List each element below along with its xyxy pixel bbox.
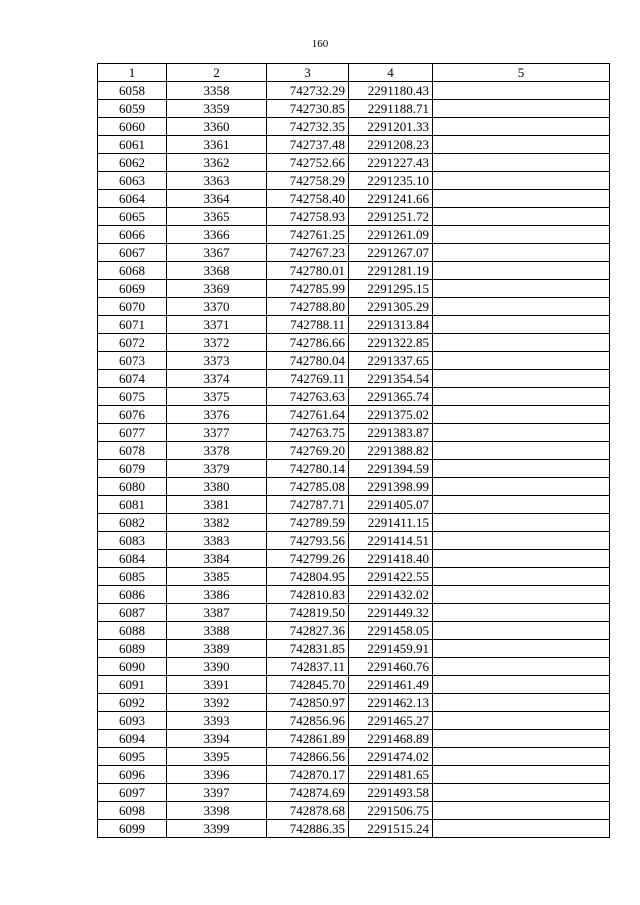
table-cell: 6095 xyxy=(98,748,167,766)
table-cell: 2291208.23 xyxy=(349,136,433,154)
table-row xyxy=(98,532,610,550)
table-cell xyxy=(433,802,610,820)
table-row xyxy=(98,370,610,388)
table-cell: 6066 xyxy=(98,226,167,244)
table-cell: 742861.89 xyxy=(267,730,349,748)
table-row xyxy=(98,748,610,766)
table-cell: 3389 xyxy=(167,640,267,658)
table-cell: 2291235.10 xyxy=(349,172,433,190)
table-cell: 2291405.07 xyxy=(349,496,433,514)
table-row xyxy=(98,172,610,190)
table-cell: 6059 xyxy=(98,100,167,118)
table-cell xyxy=(433,226,610,244)
table-cell: 3394 xyxy=(167,730,267,748)
table-cell: 2291515.24 xyxy=(349,820,433,838)
table-cell xyxy=(433,658,610,676)
table-cell xyxy=(433,316,610,334)
table-row xyxy=(98,514,610,532)
table-cell: 2291432.02 xyxy=(349,586,433,604)
table-cell: 3387 xyxy=(167,604,267,622)
table-cell: 2291388.82 xyxy=(349,442,433,460)
table-cell: 742758.29 xyxy=(267,172,349,190)
table-cell: 2291459.91 xyxy=(349,640,433,658)
table-cell: 6092 xyxy=(98,694,167,712)
table-cell xyxy=(433,640,610,658)
table-cell: 3369 xyxy=(167,280,267,298)
table-cell xyxy=(433,712,610,730)
table-cell xyxy=(433,244,610,262)
table-cell xyxy=(433,262,610,280)
table-cell: 742763.75 xyxy=(267,424,349,442)
table-cell: 6074 xyxy=(98,370,167,388)
table-row xyxy=(98,136,610,154)
table-cell: 742787.71 xyxy=(267,496,349,514)
table-row xyxy=(98,208,610,226)
table-cell: 742810.83 xyxy=(267,586,349,604)
table-row xyxy=(98,568,610,586)
table-cell: 2291474.02 xyxy=(349,748,433,766)
table-cell xyxy=(433,154,610,172)
table-cell: 742780.04 xyxy=(267,352,349,370)
table-cell: 3376 xyxy=(167,406,267,424)
table-cell: 3395 xyxy=(167,748,267,766)
table-cell: 2291295.15 xyxy=(349,280,433,298)
table-cell: 3388 xyxy=(167,622,267,640)
table-cell: 2291261.09 xyxy=(349,226,433,244)
table-cell: 3385 xyxy=(167,568,267,586)
table-cell: 742758.40 xyxy=(267,190,349,208)
column-header: 1 xyxy=(98,64,167,82)
table-row xyxy=(98,586,610,604)
table-row xyxy=(98,622,610,640)
table-row xyxy=(98,550,610,568)
table-cell: 6078 xyxy=(98,442,167,460)
table-cell: 742761.64 xyxy=(267,406,349,424)
table-cell: 6072 xyxy=(98,334,167,352)
table-cell: 2291281.19 xyxy=(349,262,433,280)
table-cell: 742752.66 xyxy=(267,154,349,172)
table-row xyxy=(98,388,610,406)
table-cell: 742870.17 xyxy=(267,766,349,784)
table-cell: 3374 xyxy=(167,370,267,388)
table-cell: 6079 xyxy=(98,460,167,478)
table-cell: 742769.11 xyxy=(267,370,349,388)
table-cell: 6085 xyxy=(98,568,167,586)
table-cell: 3372 xyxy=(167,334,267,352)
table-cell: 742780.01 xyxy=(267,262,349,280)
table-cell: 2291375.02 xyxy=(349,406,433,424)
table-cell: 3360 xyxy=(167,118,267,136)
table-cell: 2291383.87 xyxy=(349,424,433,442)
table-cell: 2291337.65 xyxy=(349,352,433,370)
table-cell: 3383 xyxy=(167,532,267,550)
table-cell xyxy=(433,478,610,496)
table-cell: 3377 xyxy=(167,424,267,442)
table-cell: 2291462.13 xyxy=(349,694,433,712)
table-cell: 3397 xyxy=(167,784,267,802)
column-header: 5 xyxy=(433,64,610,82)
table-cell xyxy=(433,388,610,406)
table-body xyxy=(98,82,610,838)
table-cell xyxy=(433,370,610,388)
table-row xyxy=(98,442,610,460)
table-row xyxy=(98,802,610,820)
table-row xyxy=(98,694,610,712)
table-cell xyxy=(433,406,610,424)
table-row xyxy=(98,820,610,838)
table-cell xyxy=(433,208,610,226)
table-cell xyxy=(433,730,610,748)
table-cell: 742737.48 xyxy=(267,136,349,154)
table-cell: 2291411.15 xyxy=(349,514,433,532)
table-cell: 6096 xyxy=(98,766,167,784)
table-cell: 6081 xyxy=(98,496,167,514)
table-cell: 742780.14 xyxy=(267,460,349,478)
table-row xyxy=(98,406,610,424)
table-cell xyxy=(433,280,610,298)
table-cell xyxy=(433,118,610,136)
table-cell: 742886.35 xyxy=(267,820,349,838)
table-cell xyxy=(433,496,610,514)
table-cell: 3384 xyxy=(167,550,267,568)
table-row xyxy=(98,334,610,352)
table-cell: 6093 xyxy=(98,712,167,730)
table-cell: 3392 xyxy=(167,694,267,712)
table-cell xyxy=(433,100,610,118)
table-cell: 742730.85 xyxy=(267,100,349,118)
table-cell: 3371 xyxy=(167,316,267,334)
table-cell: 6061 xyxy=(98,136,167,154)
table-cell: 742789.59 xyxy=(267,514,349,532)
table-cell: 742785.08 xyxy=(267,478,349,496)
table-row xyxy=(98,676,610,694)
table-cell xyxy=(433,532,610,550)
table-cell xyxy=(433,442,610,460)
table-cell: 6063 xyxy=(98,172,167,190)
table-cell: 742763.63 xyxy=(267,388,349,406)
table-row xyxy=(98,154,610,172)
column-header: 2 xyxy=(167,64,267,82)
table-cell: 6091 xyxy=(98,676,167,694)
table-cell xyxy=(433,82,610,100)
table-cell: 742856.96 xyxy=(267,712,349,730)
table-cell: 3375 xyxy=(167,388,267,406)
table-row xyxy=(98,280,610,298)
table-cell xyxy=(433,298,610,316)
table-cell: 2291180.43 xyxy=(349,82,433,100)
table-cell: 6086 xyxy=(98,586,167,604)
table-cell: 2291354.54 xyxy=(349,370,433,388)
table-cell: 3381 xyxy=(167,496,267,514)
table-cell: 6083 xyxy=(98,532,167,550)
table-cell xyxy=(433,820,610,838)
table-cell xyxy=(433,586,610,604)
table-cell: 2291365.74 xyxy=(349,388,433,406)
table-cell: 742837.11 xyxy=(267,658,349,676)
table-cell: 6064 xyxy=(98,190,167,208)
table-cell: 3391 xyxy=(167,676,267,694)
table-cell xyxy=(433,604,610,622)
table-cell: 2291461.49 xyxy=(349,676,433,694)
table-cell xyxy=(433,172,610,190)
table-cell: 6094 xyxy=(98,730,167,748)
table-cell: 3362 xyxy=(167,154,267,172)
table-cell: 742769.20 xyxy=(267,442,349,460)
table-cell: 3373 xyxy=(167,352,267,370)
table-cell xyxy=(433,514,610,532)
table-cell: 6073 xyxy=(98,352,167,370)
table-cell: 742785.99 xyxy=(267,280,349,298)
table-row xyxy=(98,604,610,622)
table-cell xyxy=(433,334,610,352)
column-header: 3 xyxy=(267,64,349,82)
table-cell: 3363 xyxy=(167,172,267,190)
table-cell: 3386 xyxy=(167,586,267,604)
table-cell: 2291449.32 xyxy=(349,604,433,622)
table-row xyxy=(98,784,610,802)
table-cell: 742819.50 xyxy=(267,604,349,622)
table-cell xyxy=(433,352,610,370)
table-cell: 742767.23 xyxy=(267,244,349,262)
table-cell: 6071 xyxy=(98,316,167,334)
table-cell: 6058 xyxy=(98,82,167,100)
table-row xyxy=(98,226,610,244)
table-cell: 2291241.66 xyxy=(349,190,433,208)
table-cell: 2291322.85 xyxy=(349,334,433,352)
coordinates-table xyxy=(97,63,610,838)
table-row xyxy=(98,730,610,748)
table-row xyxy=(98,262,610,280)
table-cell: 2291422.55 xyxy=(349,568,433,586)
table-cell: 2291267.07 xyxy=(349,244,433,262)
table-cell: 6062 xyxy=(98,154,167,172)
table-cell: 6067 xyxy=(98,244,167,262)
table-cell: 6090 xyxy=(98,658,167,676)
table-row xyxy=(98,658,610,676)
table-cell xyxy=(433,460,610,478)
table-cell xyxy=(433,676,610,694)
table-cell: 2291394.59 xyxy=(349,460,433,478)
table-cell: 742845.70 xyxy=(267,676,349,694)
table-cell: 6069 xyxy=(98,280,167,298)
table-cell: 2291201.33 xyxy=(349,118,433,136)
table-cell: 3370 xyxy=(167,298,267,316)
table-cell: 742786.66 xyxy=(267,334,349,352)
table-cell: 6087 xyxy=(98,604,167,622)
table-cell: 6077 xyxy=(98,424,167,442)
table-cell: 742793.56 xyxy=(267,532,349,550)
table-cell xyxy=(433,424,610,442)
table-cell: 2291188.71 xyxy=(349,100,433,118)
table-cell: 6089 xyxy=(98,640,167,658)
table-row xyxy=(98,766,610,784)
table-cell: 3366 xyxy=(167,226,267,244)
table-cell: 6060 xyxy=(98,118,167,136)
table-cell: 3361 xyxy=(167,136,267,154)
table-cell: 6088 xyxy=(98,622,167,640)
page-number: 160 xyxy=(311,38,329,50)
table-cell: 2291481.65 xyxy=(349,766,433,784)
table-cell: 6082 xyxy=(98,514,167,532)
table-cell: 2291227.43 xyxy=(349,154,433,172)
table-row xyxy=(98,244,610,262)
table-cell xyxy=(433,550,610,568)
table-cell: 2291418.40 xyxy=(349,550,433,568)
table-cell: 742799.26 xyxy=(267,550,349,568)
table-cell: 3396 xyxy=(167,766,267,784)
column-header: 4 xyxy=(349,64,433,82)
table-cell: 742878.68 xyxy=(267,802,349,820)
table-cell: 742831.85 xyxy=(267,640,349,658)
table-cell: 2291414.51 xyxy=(349,532,433,550)
table-cell: 3367 xyxy=(167,244,267,262)
table-row xyxy=(98,424,610,442)
table-row xyxy=(98,190,610,208)
table-cell: 742827.36 xyxy=(267,622,349,640)
table-cell: 742804.95 xyxy=(267,568,349,586)
table-cell: 2291458.05 xyxy=(349,622,433,640)
table-cell: 742732.35 xyxy=(267,118,349,136)
table-cell: 742850.97 xyxy=(267,694,349,712)
table-cell: 3399 xyxy=(167,820,267,838)
table-row xyxy=(98,352,610,370)
table-cell xyxy=(433,766,610,784)
table-row xyxy=(98,712,610,730)
table-cell: 742866.56 xyxy=(267,748,349,766)
table-cell: 3358 xyxy=(167,82,267,100)
table-cell: 2291493.58 xyxy=(349,784,433,802)
table-cell: 6065 xyxy=(98,208,167,226)
table-cell: 6070 xyxy=(98,298,167,316)
table-cell: 742874.69 xyxy=(267,784,349,802)
table-cell xyxy=(433,748,610,766)
table-cell: 2291305.29 xyxy=(349,298,433,316)
table-cell: 3398 xyxy=(167,802,267,820)
table-cell: 3359 xyxy=(167,100,267,118)
table-cell: 6098 xyxy=(98,802,167,820)
table-cell: 3364 xyxy=(167,190,267,208)
table-cell: 6084 xyxy=(98,550,167,568)
table-cell: 6099 xyxy=(98,820,167,838)
table-cell: 742732.29 xyxy=(267,82,349,100)
table-cell: 6097 xyxy=(98,784,167,802)
table-cell xyxy=(433,568,610,586)
table-cell: 6068 xyxy=(98,262,167,280)
table-cell: 742761.25 xyxy=(267,226,349,244)
table-cell xyxy=(433,190,610,208)
table-cell: 3365 xyxy=(167,208,267,226)
table-cell: 2291398.99 xyxy=(349,478,433,496)
table-cell: 6080 xyxy=(98,478,167,496)
table-cell: 6076 xyxy=(98,406,167,424)
table-cell: 3378 xyxy=(167,442,267,460)
table-cell: 742758.93 xyxy=(267,208,349,226)
table-cell: 2291465.27 xyxy=(349,712,433,730)
table-cell: 2291313.84 xyxy=(349,316,433,334)
table-cell xyxy=(433,136,610,154)
table-cell: 3368 xyxy=(167,262,267,280)
table-cell: 2291468.89 xyxy=(349,730,433,748)
table-header-row xyxy=(98,64,610,82)
table-cell: 3379 xyxy=(167,460,267,478)
table-row xyxy=(98,478,610,496)
table-cell: 742788.80 xyxy=(267,298,349,316)
table-row xyxy=(98,100,610,118)
table-row xyxy=(98,316,610,334)
table-row xyxy=(98,298,610,316)
table-row xyxy=(98,640,610,658)
table-cell xyxy=(433,694,610,712)
table-cell: 3382 xyxy=(167,514,267,532)
table-cell: 742788.11 xyxy=(267,316,349,334)
table-row xyxy=(98,496,610,514)
table-row xyxy=(98,82,610,100)
table-cell xyxy=(433,622,610,640)
table-cell: 3380 xyxy=(167,478,267,496)
table-row xyxy=(98,118,610,136)
table-cell xyxy=(433,784,610,802)
table-cell: 2291506.75 xyxy=(349,802,433,820)
table-row xyxy=(98,460,610,478)
table-cell: 6075 xyxy=(98,388,167,406)
table-cell: 2291460.76 xyxy=(349,658,433,676)
table-cell: 3390 xyxy=(167,658,267,676)
table-cell: 3393 xyxy=(167,712,267,730)
table-cell: 2291251.72 xyxy=(349,208,433,226)
